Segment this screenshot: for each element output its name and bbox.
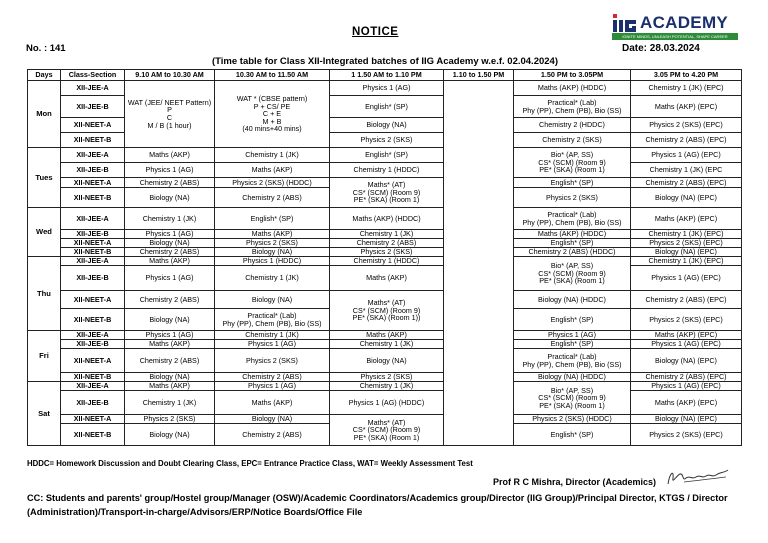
table-row: [28, 391, 742, 415]
timetable-cell: Physics 1 (AG): [125, 163, 215, 178]
table-row: [28, 291, 742, 309]
table-row: [28, 382, 742, 391]
timetable-cell: Physics 1 (AG) (EPC): [631, 340, 742, 349]
timetable-cell: English* (SP): [330, 148, 444, 163]
timetable-cell: Maths* (AT) CS* (SCM) (Room 9) PE* (SKA) (Room 1): [330, 415, 444, 446]
class-section-cell: XII-JEE-B: [61, 163, 125, 178]
header-period-1: 9.10 AM to 10.30 AM: [125, 70, 215, 81]
timetable-cell: Practical* (Lab) Phy (PP), Chem (PB), Bio (SS): [215, 309, 330, 331]
timetable-cell: Chemistry 2 (ABS): [125, 349, 215, 373]
table-row: [28, 178, 742, 188]
timetable-cell: Physics 2 (SKS): [125, 415, 215, 424]
timetable-cell: Chemistry 2 (ABS) (HDDC): [514, 248, 631, 257]
timetable-cell: Chemistry 2 (HDDC): [514, 118, 631, 133]
timetable-cell: Chemistry 2 (ABS): [125, 178, 215, 188]
timetable-cell: Chemistry 1 (JK) (EPC): [631, 230, 742, 239]
class-section-cell: XII-JEE-A: [61, 208, 125, 230]
header-period-4: 1.50 PM to 3.05PM: [514, 70, 631, 81]
timetable-cell: Practical* (Lab) Phy (PP), Chem (PB), Bio (SS): [514, 96, 631, 118]
class-section-cell: XII-JEE-B: [61, 340, 125, 349]
timetable-cell: Physics 1 (AG): [125, 230, 215, 239]
class-section-cell: XII-JEE-A: [61, 382, 125, 391]
timetable-cell: Physics 1 (AG): [215, 382, 330, 391]
timetable-cell: Maths (AKP) (HDDC): [514, 230, 631, 239]
handwritten-signature: [664, 464, 744, 490]
class-section-cell: XII-JEE-B: [61, 96, 125, 118]
header-period-3: 1 1.50 AM to 1.10 PM: [330, 70, 444, 81]
timetable-cell: Chemistry 1 (JK) (EPC): [631, 81, 742, 96]
timetable-cell: Chemistry 1 (JK): [215, 331, 330, 340]
timetable-cell: Biology (NA) (EPC): [631, 188, 742, 208]
timetable-cell: Maths (AKP): [125, 340, 215, 349]
timetable-cell: Physics 1 (HDDC): [215, 257, 330, 266]
class-section-cell: XII-NEET-B: [61, 248, 125, 257]
timetable-cell: Maths* (AT) CS* (SCM) (Room 9) PE* (SKA) (Room 1): [330, 178, 444, 208]
academy-logo: [612, 12, 740, 42]
timetable-cell: Physics 2 (SKS) (EPC): [631, 118, 742, 133]
table-row: [28, 266, 742, 291]
timetable-cell: Biology (NA): [125, 373, 215, 382]
abbreviation-legend: HDDC= Homework Discussion and Doubt Clearing Class, EPC= Entrance Practice Class, WAT= Weekly Assessment Test: [27, 459, 473, 468]
day-cell: Fri: [28, 331, 61, 382]
timetable-cell: Chemistry 1 (JK): [330, 230, 444, 239]
timetable-cell: Chemistry 1 (JK): [215, 266, 330, 291]
header-period-5: 3.05 PM to 4.20 PM: [631, 70, 742, 81]
class-section-cell: XII-JEE-A: [61, 257, 125, 266]
timetable-cell: Maths (AKP): [330, 331, 444, 340]
class-section-cell: XII-NEET-B: [61, 133, 125, 148]
timetable-cell: Maths (AKP): [215, 391, 330, 415]
timetable-cell: Chemistry 1 (JK) (EPC): [631, 257, 742, 266]
timetable-cell: English* (SP): [215, 208, 330, 230]
brand-name: ACADEMY: [640, 13, 729, 32]
timetable-cell: Chemistry 2 (ABS): [215, 188, 330, 208]
header-period-2: 10.30 AM to 11.50 AM: [215, 70, 330, 81]
timetable-cell: Physics 2 (SKS) (HDDC): [215, 178, 330, 188]
class-section-cell: XII-NEET-B: [61, 309, 125, 331]
timetable-cell: Physics 2 (SKS) (HDDC): [514, 415, 631, 424]
timetable-cell: Maths (AKP): [215, 230, 330, 239]
timetable-cell: Chemistry 2 (ABS): [215, 424, 330, 446]
timetable-cell: Chemistry 1 (JK): [125, 208, 215, 230]
timetable-cell: Maths (AKP) (HDDC): [330, 208, 444, 230]
class-section-cell: XII-NEET-B: [61, 373, 125, 382]
class-section-cell: XII-JEE-B: [61, 391, 125, 415]
table-row: [28, 239, 742, 248]
timetable-cell: Physics 1 (AG): [125, 266, 215, 291]
timetable-cell: Maths (AKP): [125, 382, 215, 391]
timetable-cell: Biology (NA): [330, 349, 444, 373]
class-section-cell: XII-NEET-A: [61, 415, 125, 424]
timetable-cell: English* (SP): [514, 340, 631, 349]
table-row: [28, 248, 742, 257]
class-section-cell: XII-JEE-B: [61, 230, 125, 239]
timetable-cell: English* (SP): [514, 178, 631, 188]
day-cell: Wed: [28, 208, 61, 257]
class-section-cell: XII-NEET-A: [61, 118, 125, 133]
timetable-cell: Chemistry 2 (ABS): [125, 291, 215, 309]
timetable-cell: Physics 2 (SKS) (EPC): [631, 239, 742, 248]
timetable-cell: Physics 1 (AG): [330, 81, 444, 96]
timetable-cell: Maths (AKP) (EPC): [631, 96, 742, 118]
timetable-cell: WAT (JEE/ NEET Pattern) P C M / B (1 hour): [125, 81, 215, 148]
notice-title: NOTICE: [352, 26, 399, 38]
timetable-cell: Maths (AKP): [215, 163, 330, 178]
timetable-cell: Maths (AKP) (EPC): [631, 331, 742, 340]
day-cell: Mon: [28, 81, 61, 148]
timetable-cell: Chemistry 2 (ABS) (EPC): [631, 178, 742, 188]
table-row: [28, 257, 742, 266]
timetable-cell: Maths (AKP): [125, 257, 215, 266]
timetable-cell: Maths* (AT) CS* (SCM) (Room 9) PE* (SKA) (Room 1)): [330, 291, 444, 331]
timetable-cell: Maths (AKP): [330, 266, 444, 291]
day-cell: Sat: [28, 382, 61, 446]
day-cell: Tues: [28, 148, 61, 208]
class-section-cell: XII-JEE-A: [61, 148, 125, 163]
timetable-cell: Physics 2 (SKS): [215, 349, 330, 373]
timetable-cell: Chemistry 2 (ABS) (EPC): [631, 373, 742, 382]
class-section-cell: XII-JEE-A: [61, 81, 125, 96]
lunch-break-cell: [444, 81, 514, 446]
timetable-cell: Physics 1 (AG): [514, 331, 631, 340]
class-section-cell: XII-NEET-A: [61, 291, 125, 309]
timetable-cell: Biology (NA) (HDDC): [514, 373, 631, 382]
table-row: [28, 373, 742, 382]
iig-logo-icon: [612, 12, 638, 34]
class-section-cell: XII-JEE-B: [61, 266, 125, 291]
timetable-cell: Maths (AKP) (EPC): [631, 391, 742, 415]
timetable-cell: Chemistry 2 (ABS): [330, 239, 444, 248]
timetable-cell: Bio* (AP, SS) CS* (SCM) (Room 9) PE* (SKA) (Room 1): [514, 148, 631, 178]
class-section-cell: XII-NEET-B: [61, 424, 125, 446]
header-row: [28, 70, 742, 81]
timetable-subtitle: (Time table for Class XII-Integrated batches of IIG Academy w.e.f. 02.04.2024): [212, 56, 558, 67]
timetable-cell: Chemistry 2 (ABS) (EPC): [631, 133, 742, 148]
timetable-cell: Biology (NA): [125, 188, 215, 208]
timetable-cell: Chemistry 2 (SKS): [514, 133, 631, 148]
timetable-cell: Physics 2 (SKS) (EPC): [631, 424, 742, 446]
timetable: [27, 69, 742, 446]
header-days: Days: [28, 70, 61, 81]
timetable-cell: Physics 2 (SKS) (EPC): [631, 309, 742, 331]
timetable-cell: Chemistry 1 (JK): [215, 148, 330, 163]
timetable-cell: Chemistry 1 (HDDC): [330, 257, 444, 266]
timetable-cell: Maths (AKP): [125, 148, 215, 163]
timetable-cell: Biology (NA) (EPC): [631, 248, 742, 257]
timetable-cell: Bio* (AP, SS) CS* (SCM) (Room 9) PE* (SKA) (Room 1): [514, 382, 631, 415]
timetable-cell: Physics 1 (AG) (EPC): [631, 148, 742, 163]
timetable-cell: Biology (NA): [215, 291, 330, 309]
timetable-cell: Biology (NA): [215, 415, 330, 424]
timetable-cell: Chemistry 2 (ABS) (EPC): [631, 291, 742, 309]
timetable-cell: Biology (NA): [215, 248, 330, 257]
class-section-cell: XII-NEET-B: [61, 188, 125, 208]
timetable-cell: Practical* (Lab) Phy (PP), Chem (PB), Bio (SS): [514, 208, 631, 230]
timetable-cell: Biology (NA): [330, 118, 444, 133]
class-section-cell: XII-NEET-A: [61, 178, 125, 188]
timetable-cell: Chemistry 1 (JK): [125, 391, 215, 415]
timetable-cell: Biology (NA): [125, 424, 215, 446]
timetable-cell: Physics 1 (AG) (EPC): [631, 266, 742, 291]
timetable-cell: Physics 2 (SKS): [330, 133, 444, 148]
timetable-cell: Physics 1 (AG): [125, 331, 215, 340]
class-section-cell: XII-NEET-A: [61, 239, 125, 248]
timetable-cell: Chemistry 1 (JK): [330, 382, 444, 391]
table-row: [28, 81, 742, 96]
timetable-cell: English* (SP): [514, 424, 631, 446]
timetable-cell: Practical* (Lab) Phy (PP), Chem (PB), Bio (SS): [514, 349, 631, 373]
timetable-cell: Chemistry 1 (JK) (EPC: [631, 163, 742, 178]
timetable-cell: Maths (AKP) (HDDC): [514, 81, 631, 96]
table-row: [28, 349, 742, 373]
timetable-cell: English* (SP): [330, 96, 444, 118]
timetable-cell: English* (SP): [514, 239, 631, 248]
timetable-cell: Physics 2 (SKS): [215, 239, 330, 248]
timetable-cell: Physics 1 (AG): [215, 340, 330, 349]
header-lunch: 1.10 to 1.50 PM: [444, 70, 514, 81]
timetable-cell: Physics 2 (SKS): [514, 188, 631, 208]
timetable-cell: Bio* (AP, SS) CS* (SCM) (Room 9) PE* (SKA) (Room 1): [514, 257, 631, 291]
timetable-cell: Chemistry 2 (ABS): [215, 373, 330, 382]
timetable-cell: Chemistry 2 (ABS): [125, 248, 215, 257]
cc-recipients: CC: Students and parents' group/Hostel group/Manager (OSW)/Academic Coordinators/Academics group/Director (IIG Group)/Principal Director, KTGS / Director (Administration)/Transport-in-charge/Advisors/ERP/Notice Boards/Office File: [27, 493, 728, 517]
timetable-cell: Maths (AKP) (EPC): [631, 208, 742, 230]
day-cell: Thu: [28, 257, 61, 331]
timetable-cell: Biology (NA) (EPC): [631, 349, 742, 373]
table-row: [28, 331, 742, 340]
timetable-cell: Biology (NA) (HDDC): [514, 291, 631, 309]
table-row: [28, 230, 742, 239]
table-row: [28, 163, 742, 178]
timetable-cell: Physics 2 (SKS): [330, 373, 444, 382]
timetable-cell: Biology (NA) (EPC): [631, 415, 742, 424]
timetable-cell: Physics 2 (SKS): [330, 248, 444, 257]
signatory-name: Prof R C Mishra, Director (Academics): [493, 477, 657, 487]
timetable-cell: Biology (NA): [125, 309, 215, 331]
timetable-cell: Physics 1 (AG) (EPC): [631, 382, 742, 391]
notice-number: No. : 141: [26, 43, 66, 54]
timetable-cell: Physics 1 (AG) (HDDC): [330, 391, 444, 415]
table-row: [28, 208, 742, 230]
table-row: [28, 340, 742, 349]
timetable-cell: Biology (NA): [125, 239, 215, 248]
timetable-cell: Chemistry 1 (HDDC): [330, 163, 444, 178]
class-section-cell: XII-NEET-A: [61, 349, 125, 373]
header-class-section: Class-Section: [61, 70, 125, 81]
notice-date: Date: 28.03.2024: [622, 43, 700, 54]
timetable-cell: WAT * (CBSE pattern) P + CS/ PE C + E M + B (40 mins+40 mins): [215, 81, 330, 148]
brand-tagline: IGNITE MINDS, UNLEASH POTENTIAL, SHAPE CAREER: [612, 33, 738, 40]
table-row: [28, 415, 742, 424]
class-section-cell: XII-JEE-A: [61, 331, 125, 340]
timetable-cell: English* (SP): [514, 309, 631, 331]
table-row: [28, 148, 742, 163]
timetable-cell: Chemistry 1 (JK): [330, 340, 444, 349]
